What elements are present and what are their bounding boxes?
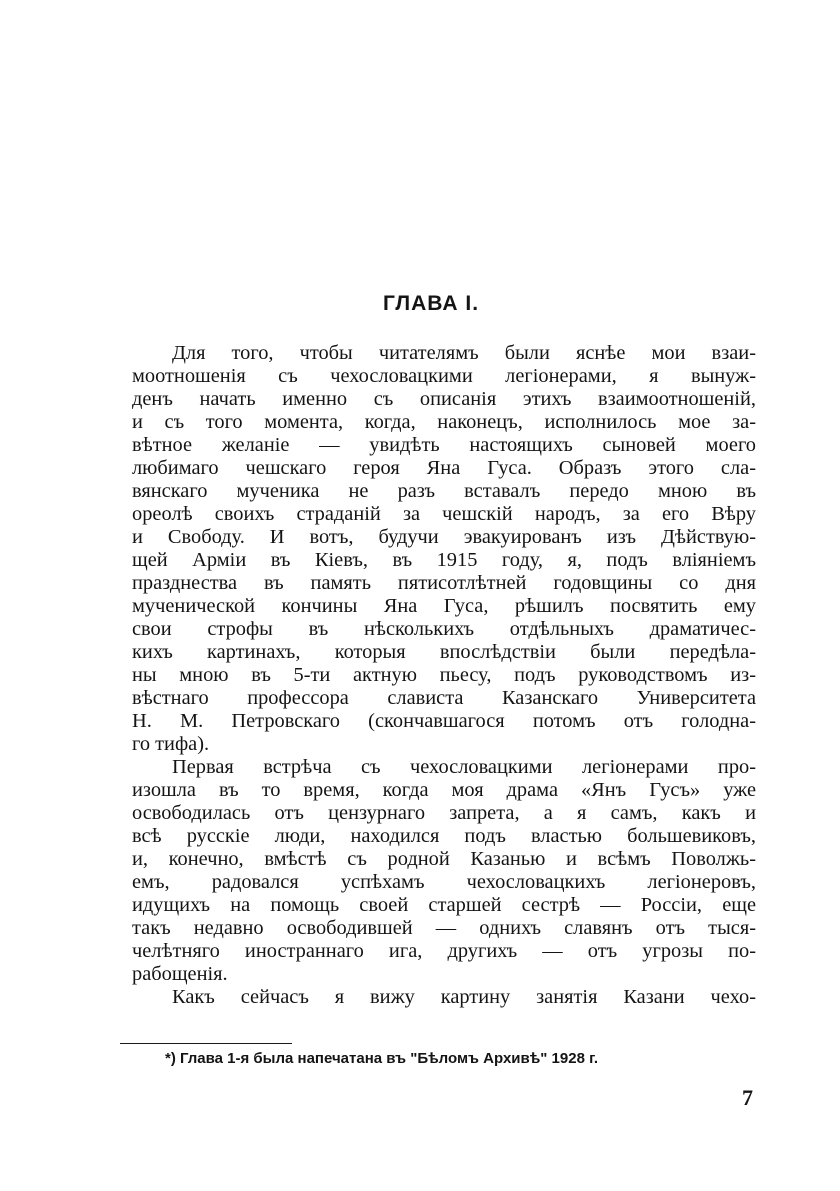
footnote-separator [120, 1043, 292, 1044]
text-line: моотношенія съ чехословацкими легіонерами, я вынуж- [132, 365, 756, 387]
text-line: го тифа). [132, 733, 210, 755]
text-line: Какъ сейчасъ я вижу картину занятія Казани чехо- [172, 986, 756, 1008]
text-line: свои строфы въ нѣсколькихъ отдѣльныхъ драматичес- [132, 618, 756, 640]
text-line: освободилась отъ цензурнаго запрета, а я самъ, какъ и [132, 802, 756, 824]
text-line: и Свободу. И вотъ, будучи эвакуированъ изъ Дѣйствую- [132, 526, 756, 548]
text-line: празднества въ память пятисотлѣтней годовщины со дня [132, 572, 756, 594]
chapter-title: ГЛАВА I. [382, 292, 480, 315]
text-line: вѣстнаго профессора слависта Казанскаго Университета [132, 687, 756, 709]
text-line: любимаго чешскаго героя Яна Гуса. Образъ этого сла- [132, 457, 756, 479]
text-line: денъ начать именно съ описанія этихъ взаимоотношеній, [132, 388, 756, 410]
text-line: щей Арміи въ Кіевъ, въ 1915 году, я, подъ вліяніемъ [132, 549, 756, 571]
text-line: рабощенія. [132, 963, 228, 985]
text-line: всѣ русскіе люди, находился подъ властью большевиковъ, [132, 825, 756, 847]
footnote: *) Глава 1-я была напечатана въ "Бѣломъ Архивѣ" 1928 г. [165, 1050, 599, 1067]
text-line: идущихъ на помощь своей старшей сестрѣ — Россіи, еще [132, 894, 756, 916]
text-line: вянскаго мученика не разъ вставалъ передо мною въ [132, 480, 756, 502]
page-number: 7 [742, 1085, 753, 1110]
text-line: кихъ картинахъ, которыя впослѣдствіи были передѣла- [132, 641, 756, 663]
text-line: изошла въ то время, когда моя драма «Янъ Гусъ» уже [132, 779, 756, 801]
chapter-body-text [132, 342, 756, 1009]
text-line: и съ того момента, когда, наконецъ, исполнилось мое за- [132, 411, 756, 433]
text-line: ореолѣ своихъ страданій за чешскій народъ, за его Вѣру [132, 503, 756, 525]
text-line: Первая встрѣча съ чехословацкими легіонерами про- [172, 756, 756, 778]
text-line: Н. М. Петровскаго (скончавшагося потомъ отъ голодна- [132, 710, 756, 732]
text-line: такъ недавно освободившей — однихъ славянъ отъ тыся- [132, 917, 756, 939]
text-line: Для того, чтобы читателямъ были яснѣе мои взаи- [172, 342, 756, 364]
text-line: емъ, радовался успѣхамъ чехословацкихъ легіонеровъ, [132, 871, 756, 893]
text-line: челѣтняго иностраннаго ига, другихъ — отъ угрозы по- [132, 940, 756, 962]
text-line: и, конечно, вмѣстѣ съ родной Казанью и всѣмъ Поволжь- [132, 848, 756, 870]
text-line: вѣтное желаніе — увидѣть настоящихъ сыновей моего [132, 434, 756, 456]
text-line: ны мною въ 5-ти актную пьесу, подъ руководствомъ из- [132, 664, 756, 686]
text-line: мученической кончины Яна Гуса, рѣшилъ посвятить ему [132, 595, 756, 617]
